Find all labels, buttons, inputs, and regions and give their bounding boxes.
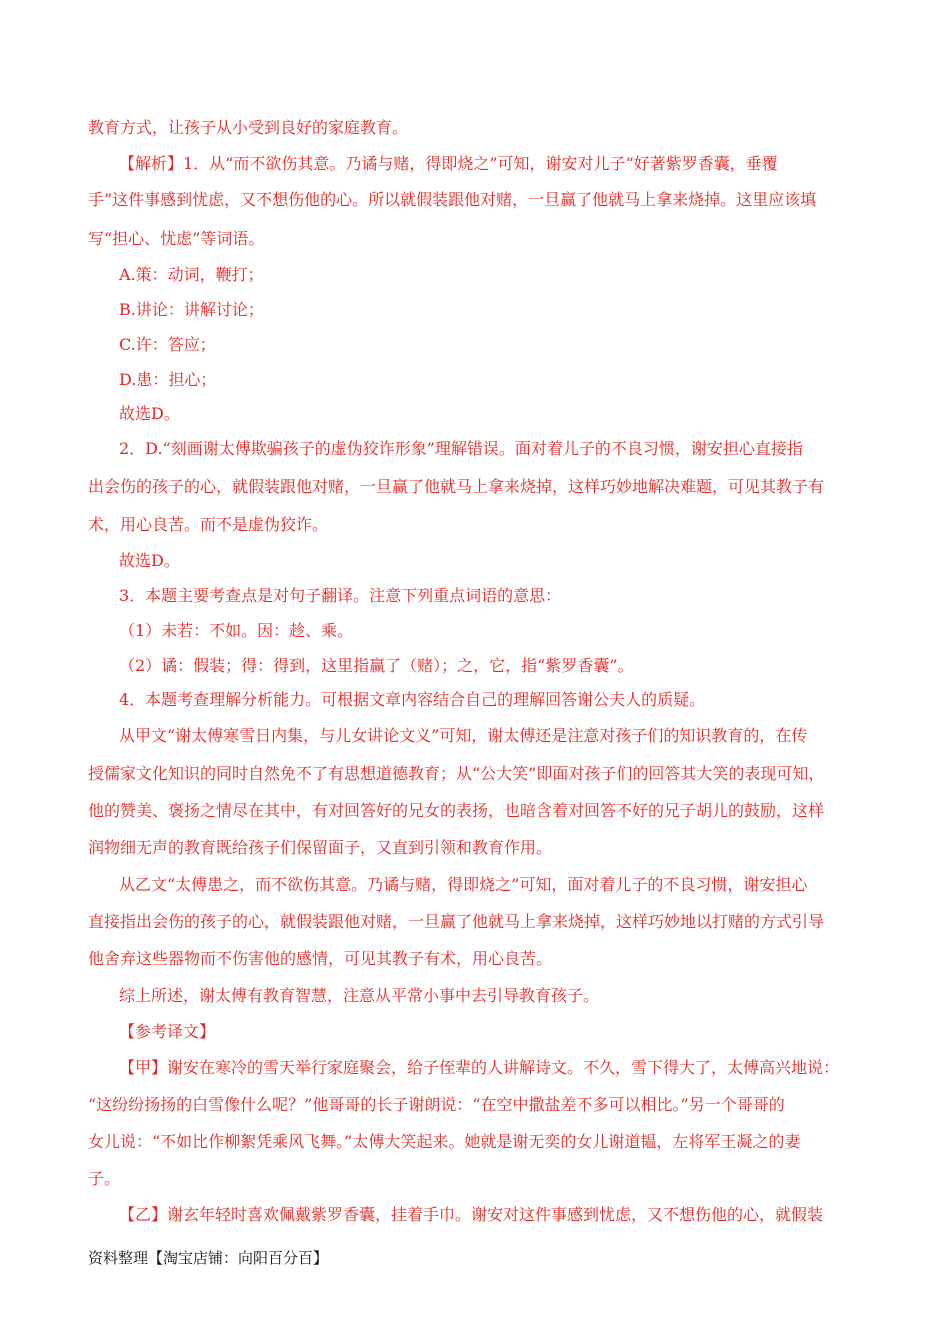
text-line: （2）谲：假装；得：得到，这里指赢了（赌）；之，它，指“紫罗香囊”。 (119, 656, 634, 675)
text-line: 2．D.“刻画谢太傅欺骗孩子的虚伪狡诈形象”理解错误。面对着儿子的不良习惯，谢安担心直接指 (119, 439, 803, 458)
text-line: 子。 (88, 1169, 121, 1188)
text-line: 术，用心良苦。而不是虚伪狡诈。 (88, 515, 329, 534)
text-line: 从甲文“谢太傅寒雪日内集，与儿女讲论文义”可知，谢太傅还是注意对孩子们的知识教育的，在传 (119, 726, 808, 745)
text-line: 女儿说：“不如比作柳絮凭乘风飞舞。”太傅大笑起来。她就是谢无奕的女儿谢道韫，左将军王凝之的妻 (88, 1132, 801, 1151)
text-line: 3．本题主要考查点是对句子翻译。注意下列重点词语的意思： (119, 586, 562, 605)
text-line: 【甲】谢安在寒冷的雪天举行家庭聚会，给子侄辈的人讲解诗文。不久，雪下得大了，太傅高兴地说： (119, 1058, 840, 1077)
text-line: 从乙文“太傅患之，而不欲伤其意。乃谲与赌，得即烧之”可知，面对着儿子的不良习惯，谢安担心 (119, 875, 808, 894)
text-line: B.讲论：讲解讨论； (119, 300, 264, 319)
text-line: 直接指出会伤的孩子的心，就假装跟他对赌，一旦赢了他就马上拿来烧掉，这样巧妙地以打赌的方式引导 (88, 912, 825, 931)
text-line: 他舍弃这些器物而不伤害他的感情，可见其教子有术，用心良苦。 (88, 949, 553, 968)
text-line: 教育方式，让孩子从小受到良好的家庭教育。 (88, 118, 409, 137)
text-line: 【解析】1．从“而不欲伤其意。乃谲与赌，得即烧之”可知，谢安对儿子“好著紫罗香囊，垂覆 (119, 154, 778, 173)
text-line: 出会伤的孩子的心，就假装跟他对赌，一旦赢了他就马上拿来烧掉，这样巧妙地解决难题，可见其教子有 (88, 477, 825, 496)
page-footer: 资料整理【淘宝店铺：向阳百分百】 (88, 1249, 329, 1267)
text-line: 润物细无声的教育既给孩子们保留面子，又直到引领和教育作用。 (88, 838, 553, 857)
text-line: 【乙】谢玄年轻时喜欢佩戴紫罗香囊，挂着手巾。谢安对这件事感到忧虑，又不想伤他的心，就假装 (119, 1205, 824, 1224)
text-line: 手”这件事感到忧虑，又不想伤他的心。所以就假装跟他对赌，一旦赢了他就马上拿来烧掉。这里应该填 (88, 190, 817, 209)
text-line: 他的赞美、褒扬之情尽在其中，有对回答好的兄女的表扬，也暗含着对回答不好的兄子胡儿的鼓励，这样 (88, 801, 825, 820)
text-line: 故选D。 (119, 404, 180, 423)
text-line: 写“担心、忧虑”等词语。 (88, 229, 265, 248)
text-line: “这纷纷扬扬的白雪像什么呢？”他哥哥的长子谢朗说：“在空中撒盐差不多可以相比。”另一个哥哥的 (88, 1095, 785, 1114)
text-line: 4．本题考查理解分析能力。可根据文章内容结合自己的理解回答谢公夫人的质疑。 (119, 690, 706, 709)
text-line: 故选D。 (119, 551, 180, 570)
text-line: C.许：答应； (119, 335, 216, 354)
text-line: 授儒家文化知识的同时自然免不了有思想道德教育；从“公大笑”即面对孩子们的回答其大笑的表现可知， (88, 764, 825, 783)
text-line: A.策：动词，鞭打； (119, 265, 264, 284)
text-line: 综上所述，谢太傅有教育智慧，注意从平常小事中去引导教育孩子。 (119, 986, 600, 1005)
text-line: （1）未若：不如。因：趁、乘。 (119, 621, 354, 640)
text-line: D.患：担心； (119, 370, 217, 389)
text-line: 【参考译文】 (119, 1022, 216, 1041)
